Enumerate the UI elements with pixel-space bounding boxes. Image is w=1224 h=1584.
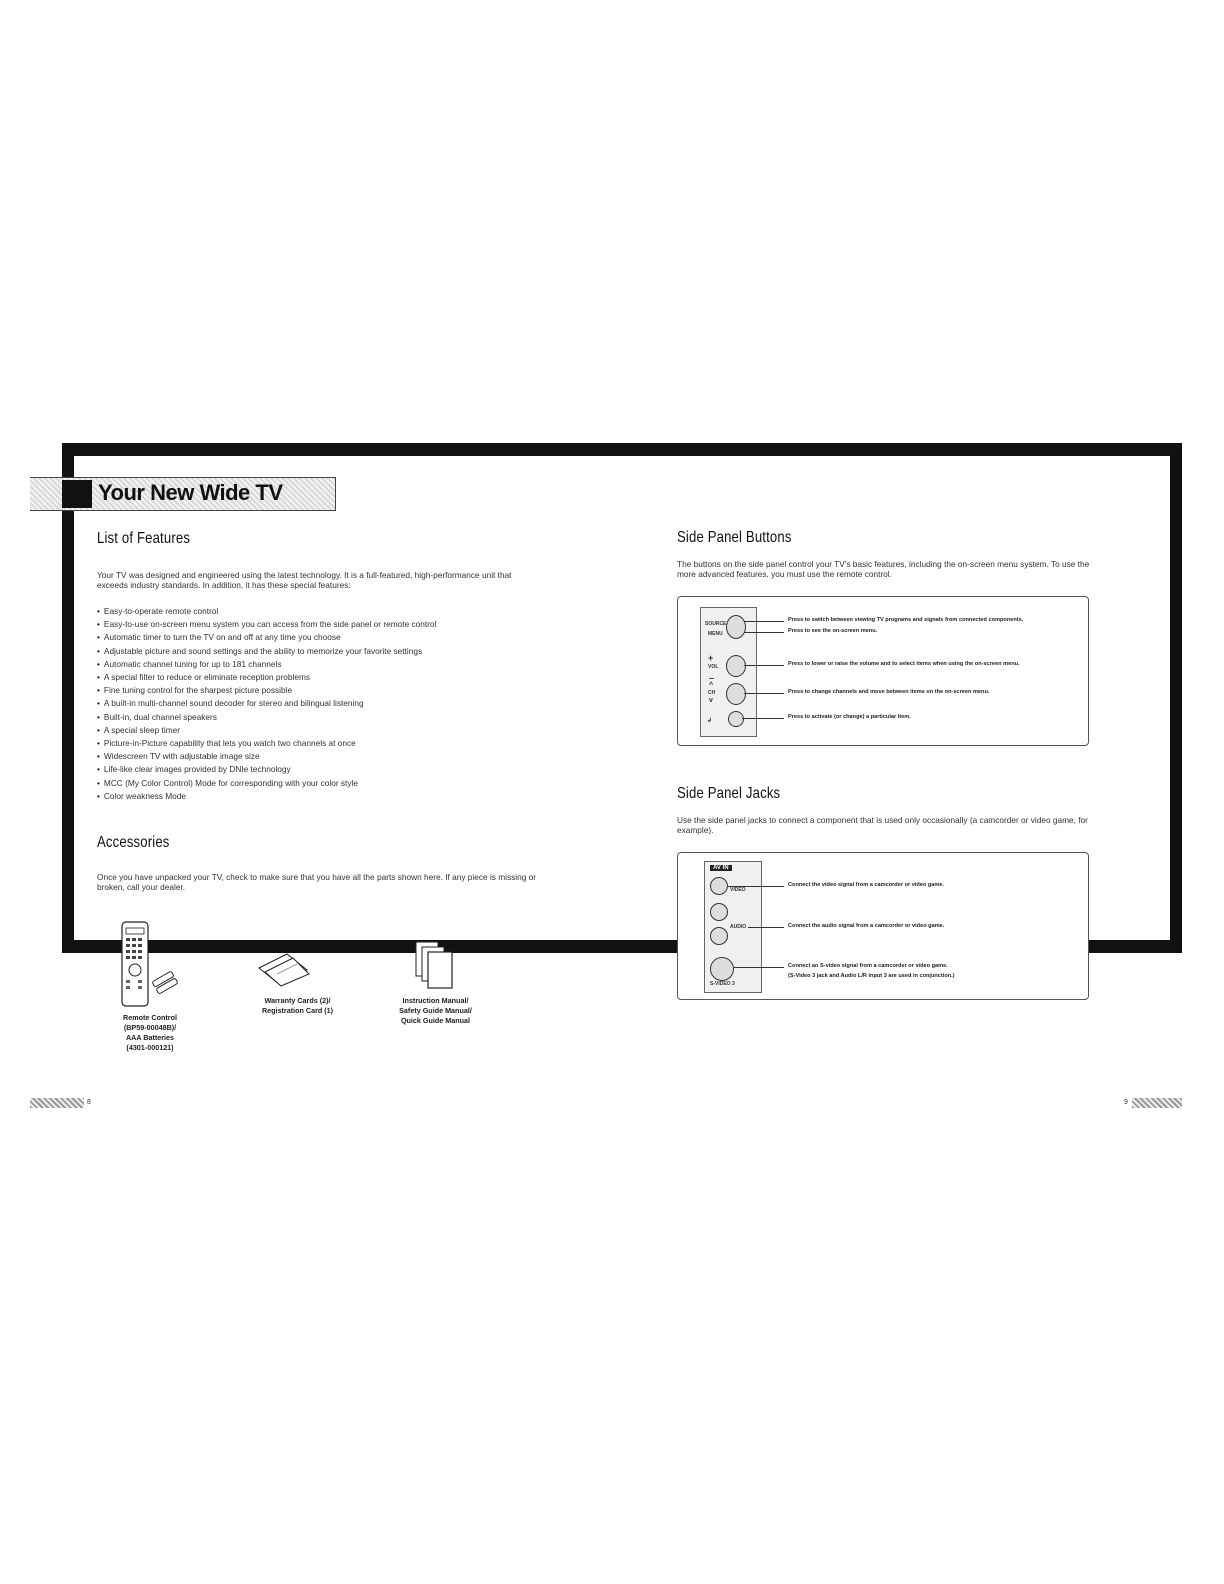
accessory-line: Quick Guide Manual (400, 1016, 471, 1025)
callout-svideo-note: (S-Video 3 jack and Audio L/R input 3 are used in conjunction.) (788, 973, 955, 979)
callout-enter: Press to activate (or change) a particular item. (788, 714, 911, 720)
manuals-icon (412, 938, 462, 992)
feature-item: • MCC (My Color Control) Mode for corresponding with your color style (97, 777, 436, 790)
video-label: VIDEO (730, 887, 746, 893)
menu-label: MENU (708, 631, 723, 637)
warranty-cards-icon (255, 948, 315, 988)
side-jacks-diagram (677, 852, 1089, 1000)
enter-glyph: ↲ (707, 718, 713, 724)
accessory-cards-label (240, 996, 355, 1016)
accessory-line: AAA Batteries (125, 1033, 175, 1042)
features-intro: Your TV was designed and engineered using the latest technology. It is a full-featured, high-performance unit that exceeds industry standards. In addition, it has these special features: (97, 570, 512, 591)
feature-item: • Adjustable picture and sound settings and the ability to memorize your favorite settings (97, 645, 436, 658)
enter-button (728, 711, 744, 727)
vol-down-glyph: – (709, 673, 715, 683)
callout-menu: Press to see the on-screen menu. (788, 628, 878, 634)
side-buttons-diagram (677, 596, 1089, 746)
accessory-manuals-label (378, 996, 493, 1026)
accessory-line: Instruction Manual/ (402, 996, 469, 1005)
page-corner-left (30, 1098, 84, 1108)
feature-item: • A built-in multi-channel sound decoder for stereo and bilingual listening (97, 697, 436, 710)
ch-up-glyph: ^ (709, 682, 714, 689)
callout-ch: Press to change channels and move between items on the on-screen menu. (788, 689, 990, 695)
callout-line (748, 927, 784, 928)
callout-line (744, 693, 784, 694)
side-jacks-intro: Use the side panel jacks to connect a component that is used only occasionally (a camcorder or video game, for example). (677, 815, 1088, 836)
title-tab (62, 480, 92, 508)
features-list (97, 605, 436, 803)
svideo-label: S-VIDEO 3 (710, 981, 735, 987)
feature-item: • Fine tuning control for the sharpest picture possible (97, 684, 436, 697)
ch-label: CH (708, 690, 716, 696)
callout-source: Press to switch between viewing TV programs and signals from connected components. (788, 617, 1024, 623)
feature-item: • A special filter to reduce or eliminate reception problems (97, 671, 436, 684)
ch-down-glyph: v (709, 697, 713, 704)
feature-item: • Picture-in-Picture capability that lets you watch two channels at once (97, 737, 436, 750)
page-corner-right (1132, 1098, 1182, 1108)
feature-item: • Life-like clear images provided by DNIe technology (97, 763, 436, 776)
video-jack (710, 877, 728, 895)
vol-label: VOL (708, 664, 719, 670)
callout-line (744, 665, 784, 666)
callout-line (728, 886, 784, 887)
accessory-line: (4301-000121) (126, 1043, 174, 1052)
feature-item: • Built-in, dual channel speakers (97, 711, 436, 724)
callout-line (734, 967, 784, 968)
feature-item: • Easy-to-operate remote control (97, 605, 436, 618)
accessory-line: (BP59-00048B)/ (123, 1023, 177, 1032)
callout-line (742, 718, 784, 719)
accessories-intro: Once you have unpacked your TV, check to make sure that you have all the parts shown here. If any piece is missing or broken, call your dealer. (97, 872, 537, 893)
feature-item: • Automatic timer to turn the TV on and off at any time you choose (97, 631, 436, 644)
page-number-left: 8 (87, 1099, 91, 1106)
feature-item: • Color weakness Mode (97, 790, 436, 803)
feature-item: • A special sleep timer (97, 724, 436, 737)
audio-l-jack (710, 903, 728, 921)
accessory-line: Registration Card (1) (261, 1006, 334, 1015)
feature-item: • Automatic channel tuning for up to 181 channels (97, 658, 436, 671)
audio-label: AUDIO (730, 924, 747, 930)
svideo-jack (710, 957, 734, 981)
audio-r-jack (710, 927, 728, 945)
source-menu-button (726, 615, 746, 639)
page-number-right: 9 (1124, 1099, 1128, 1106)
accessory-line: Warranty Cards (2)/ (264, 996, 331, 1005)
callout-line (744, 632, 784, 633)
feature-item: • Widescreen TV with adjustable image size (97, 750, 436, 763)
vol-up-glyph: + (708, 653, 714, 663)
side-jacks-heading: Side Panel Jacks (677, 785, 781, 802)
source-label: SOURCE (705, 621, 727, 627)
av-in-label: AV IN (710, 865, 732, 871)
accessories-heading: Accessories (97, 834, 170, 851)
feature-item: • Easy-to-use on-screen menu system you can access from the side panel or remote control (97, 618, 436, 631)
callout-video-jack: Connect the video signal from a camcorder or video game. (788, 882, 945, 888)
side-buttons-intro: The buttons on the side panel control your TV's basic features, including the on-screen menu system. To use the more advanced features, you must use the remote control. (677, 559, 1090, 580)
ch-button (726, 683, 746, 705)
accessory-remote-label (100, 1013, 200, 1053)
accessory-line: Remote Control (123, 1013, 177, 1022)
accessory-line: Safety Guide Manual/ (399, 1006, 472, 1015)
vol-button (726, 655, 746, 677)
callout-svideo-jack: Connect an S-video signal from a camcorder or video game. (788, 963, 948, 969)
callout-audio-jack: Connect the audio signal from a camcorder or video game. (788, 923, 945, 929)
callout-vol: Press to lower or raise the volume and to select items when using the on-screen menu. (788, 661, 1020, 667)
side-buttons-heading: Side Panel Buttons (677, 529, 792, 546)
remote-control-icon (112, 920, 182, 1010)
page-title: Your New Wide TV (98, 480, 283, 505)
features-heading: List of Features (97, 530, 191, 547)
callout-line (744, 621, 784, 622)
